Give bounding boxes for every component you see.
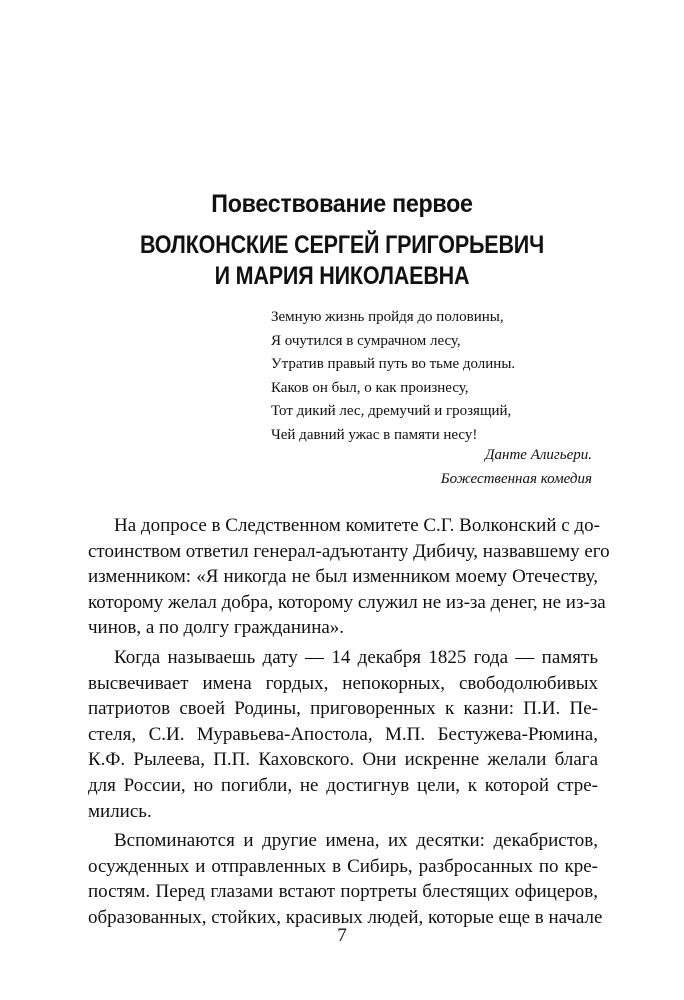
text-line: осужденных и отправленных в Сибирь, разбросанных по кре- xyxy=(88,855,598,877)
text-line: изменником: «Я никогда не был изменником моему Отечеству, xyxy=(88,566,598,588)
text-line: чинов, а по долгу гражданина». xyxy=(88,617,345,639)
text-line: К.Ф. Рылеева, П.П. Каховского. Они искренне желали блага xyxy=(88,749,598,771)
chapter-title-line: И МАРИЯ НИКОЛАЕВНА xyxy=(214,262,470,290)
text-line: образованных, стойких, красивых людей, которые еще в начале xyxy=(88,906,603,928)
text-line: стеля, С.И. Муравьева-Апостола, М.П. Бестужева-Рюмина, xyxy=(88,723,598,745)
text-line: стоинством ответил генерал-адъютанту Дибичу, назвавшему его xyxy=(88,540,610,562)
text-line: для России, но погибли, не достигнув цели, к которой стре- xyxy=(88,774,598,796)
epigraph-line: Тот дикий лес, дремучий и грозящий, xyxy=(271,403,512,420)
epigraph-author: Данте Алигьери. xyxy=(484,447,592,463)
page-number: 7 xyxy=(337,925,347,946)
epigraph-line: Я очутился в сумрачном лесу, xyxy=(271,332,461,349)
body-text xyxy=(88,513,610,931)
text-line: мились. xyxy=(88,800,152,822)
text-line: Вспоминаются и другие имена, их десятки: декабристов, xyxy=(114,830,598,852)
epigraph-line: Чей давний ужас в памяти несу! xyxy=(271,426,478,443)
text-line: Когда называешь дату — 14 декабря 1825 года — память xyxy=(114,646,598,668)
text-line: патриотов своей Родины, приговоренных к казни: П.И. Пе- xyxy=(88,698,598,720)
epigraph-attribution xyxy=(441,443,592,491)
chapter-title-line: ВОЛКОНСКИЕ СЕРГЕЙ ГРИГОРЬЕВИЧ xyxy=(139,231,545,259)
section-title: Повествование первое xyxy=(211,190,473,218)
epigraph-line: Земную жизнь пройдя до половины, xyxy=(271,309,504,325)
text-line: На допросе в Следственном комитете С.Г. Волконский с до- xyxy=(114,515,600,536)
text-line: постям. Перед глазами встают портреты блестящих офицеров, xyxy=(88,881,598,903)
epigraph-line: Утратив правый путь во тьме долины. xyxy=(271,356,516,373)
text-line: которому желал добра, которому служил не из-за денег, не из-за xyxy=(88,591,606,613)
chapter-title xyxy=(48,230,636,292)
text-line: высвечивает имена гордых, непокорных, свободолюбивых xyxy=(88,672,598,694)
epigraph-work: Божественная комедия xyxy=(440,471,592,487)
epigraph-line: Каков он был, о как произнесу, xyxy=(271,379,469,396)
epigraph xyxy=(271,306,601,448)
